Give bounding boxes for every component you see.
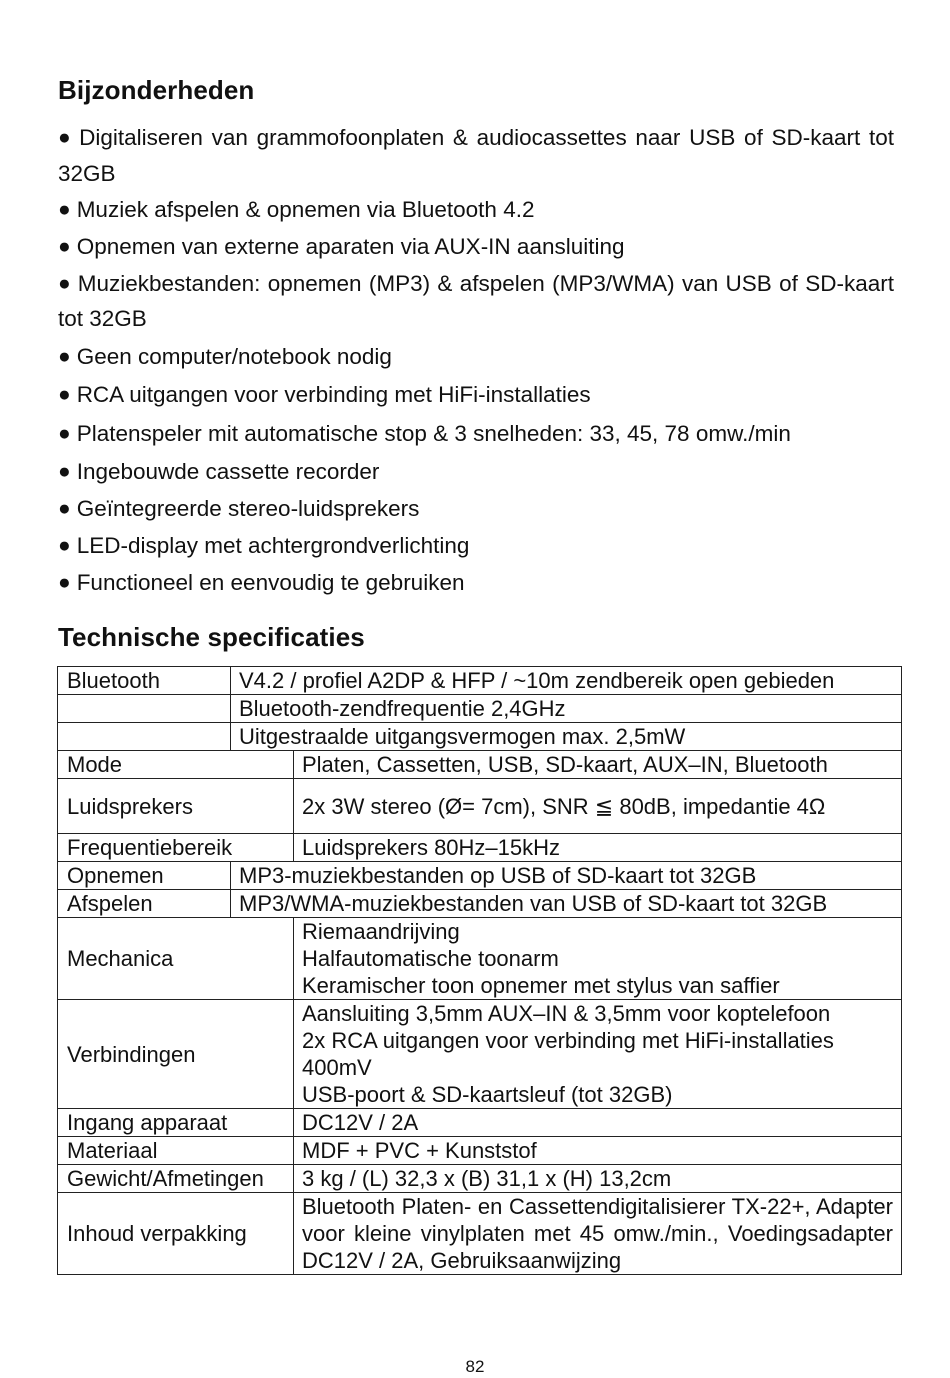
feature-text: Geen computer/notebook nodig: [76, 343, 392, 369]
spec-line: Riemaandrijving: [302, 919, 460, 944]
spec-value: MDF + PVC + Kunststof: [294, 1137, 902, 1165]
spec-label: Mechanica: [58, 918, 294, 1000]
table-row: [58, 1165, 902, 1193]
list-item: [58, 340, 894, 376]
feature-text: Opnemen van externe aparaten via AUX-IN aansluiting: [76, 233, 625, 259]
bullet-icon: ●: [58, 571, 71, 594]
feature-text: Digitaliseren van grammofoonplaten & audiocassettes naar USB of SD-kaart tot 32GB: [58, 125, 894, 186]
feature-text: Ingebouwde cassette recorder: [76, 459, 380, 484]
table-row: [58, 667, 902, 695]
spec-value: MP3/WMA-muziekbestanden van USB of SD-kaart tot 32GB: [231, 890, 902, 918]
table-row: [58, 1000, 902, 1109]
spec-label: Opnemen: [58, 862, 231, 890]
spec-value: Bluetooth Platen- en Cassettendigitalisierer TX-22+, Adapter voor kleine vinylplaten met 45 omw./min., Voedingsadapter DC12V / 2A, Gebruiksaanwijzing: [294, 1193, 902, 1275]
table-row: [58, 862, 902, 890]
feature-text: Functioneel en eenvoudig te gebruiken: [76, 570, 465, 595]
spec-label-empty: [58, 723, 231, 751]
spec-label: Luidsprekers: [58, 779, 294, 834]
spec-line: 2x RCA uitgangen voor verbinding met HiFi-installaties 400mV: [302, 1028, 834, 1080]
spec-label: Gewicht/Afmetingen: [58, 1165, 294, 1193]
spec-value: Platen, Cassetten, USB, SD-kaart, AUX–IN, Bluetooth: [294, 751, 902, 779]
bullet-icon: ●: [58, 534, 71, 557]
feature-text: Platenspeler mit automatische stop & 3 snelheden: 33, 45, 78 omw./min: [76, 420, 791, 446]
list-item: [58, 566, 894, 602]
table-row: [58, 1137, 902, 1165]
bullet-icon: ●: [58, 234, 71, 258]
bullet-icon: ●: [58, 383, 71, 406]
spec-line: USB-poort & SD-kaartsleuf (tot 32GB): [302, 1082, 673, 1107]
spec-label: Bluetooth: [58, 667, 231, 695]
spec-label: Frequentiebereik: [58, 834, 294, 862]
bullet-icon: ●: [58, 344, 71, 368]
list-item: [58, 529, 894, 565]
table-row: [58, 1193, 902, 1275]
feature-text: RCA uitgangen voor verbinding met HiFi-installaties: [76, 382, 591, 407]
page-number: 82: [465, 1357, 485, 1376]
table-row: [58, 723, 902, 751]
feature-text: Muziek afspelen & opnemen via Bluetooth 4.2: [76, 196, 535, 222]
spec-label: Materiaal: [58, 1137, 294, 1165]
spec-line: Keramischer toon opnemer met stylus van saffier: [302, 973, 780, 998]
spec-value: MP3-muziekbestanden op USB of SD-kaart tot 32GB: [231, 862, 902, 890]
spec-label: Mode: [58, 751, 294, 779]
features-list: [58, 121, 894, 603]
spec-label: Ingang apparaat: [58, 1109, 294, 1137]
list-item: [58, 230, 894, 266]
list-item: [58, 378, 894, 414]
spec-value: [294, 918, 902, 1000]
list-item: [58, 267, 894, 337]
specs-heading: Technische specificaties: [58, 622, 365, 652]
table-row: [58, 918, 902, 1000]
table-row: [58, 1109, 902, 1137]
spec-line: Aansluiting 3,5mm AUX–IN & 3,5mm voor koptelefoon: [302, 1001, 831, 1026]
spec-value: Uitgestraalde uitgangsvermogen max. 2,5mW: [231, 723, 902, 751]
table-row: [58, 695, 902, 723]
spec-value: [294, 1000, 902, 1109]
list-item: [58, 193, 894, 229]
bullet-icon: ●: [58, 460, 71, 483]
feature-text: Muziekbestanden: opnemen (MP3) & afspelen (MP3/WMA) van USB of SD-kaart tot 32GB: [58, 270, 894, 331]
bullet-icon: ●: [58, 497, 71, 520]
spec-value: Bluetooth-zendfrequentie 2,4GHz: [231, 695, 902, 723]
features-heading: Bijzonderheden: [58, 75, 255, 105]
bullet-icon: ●: [58, 271, 72, 295]
bullet-icon: ●: [58, 126, 74, 149]
spec-value: V4.2 / profiel A2DP & HFP / ~10m zendbereik open gebieden: [231, 667, 902, 695]
spec-label: Inhoud verpakking: [58, 1193, 294, 1275]
list-item: [58, 121, 894, 191]
spec-value: 3 kg / (L) 32,3 x (B) 31,1 x (H) 13,2cm: [294, 1165, 902, 1193]
spec-value: DC12V / 2A: [294, 1109, 902, 1137]
table-row: [58, 834, 902, 862]
bullet-icon: ●: [58, 197, 71, 221]
spec-label: Afspelen: [58, 890, 231, 918]
table-row: [58, 779, 902, 834]
feature-text: Geïntegreerde stereo-luidsprekers: [76, 496, 420, 521]
spec-label: Verbindingen: [58, 1000, 294, 1109]
list-item: [58, 492, 894, 528]
bullet-icon: ●: [58, 421, 71, 445]
spec-label-empty: [58, 695, 231, 723]
table-row: [58, 751, 902, 779]
specs-table: [57, 666, 902, 1275]
feature-text: LED-display met achtergrondverlichting: [76, 533, 470, 558]
list-item: [58, 455, 894, 491]
spec-value: Luidsprekers 80Hz–15kHz: [294, 834, 902, 862]
list-item: [58, 417, 894, 453]
spec-value: 2x 3W stereo (Ø= 7cm), SNR ≦ 80dB, impedantie 4Ω: [294, 779, 902, 834]
spec-line: Halfautomatische toonarm: [302, 946, 559, 971]
table-row: [58, 890, 902, 918]
